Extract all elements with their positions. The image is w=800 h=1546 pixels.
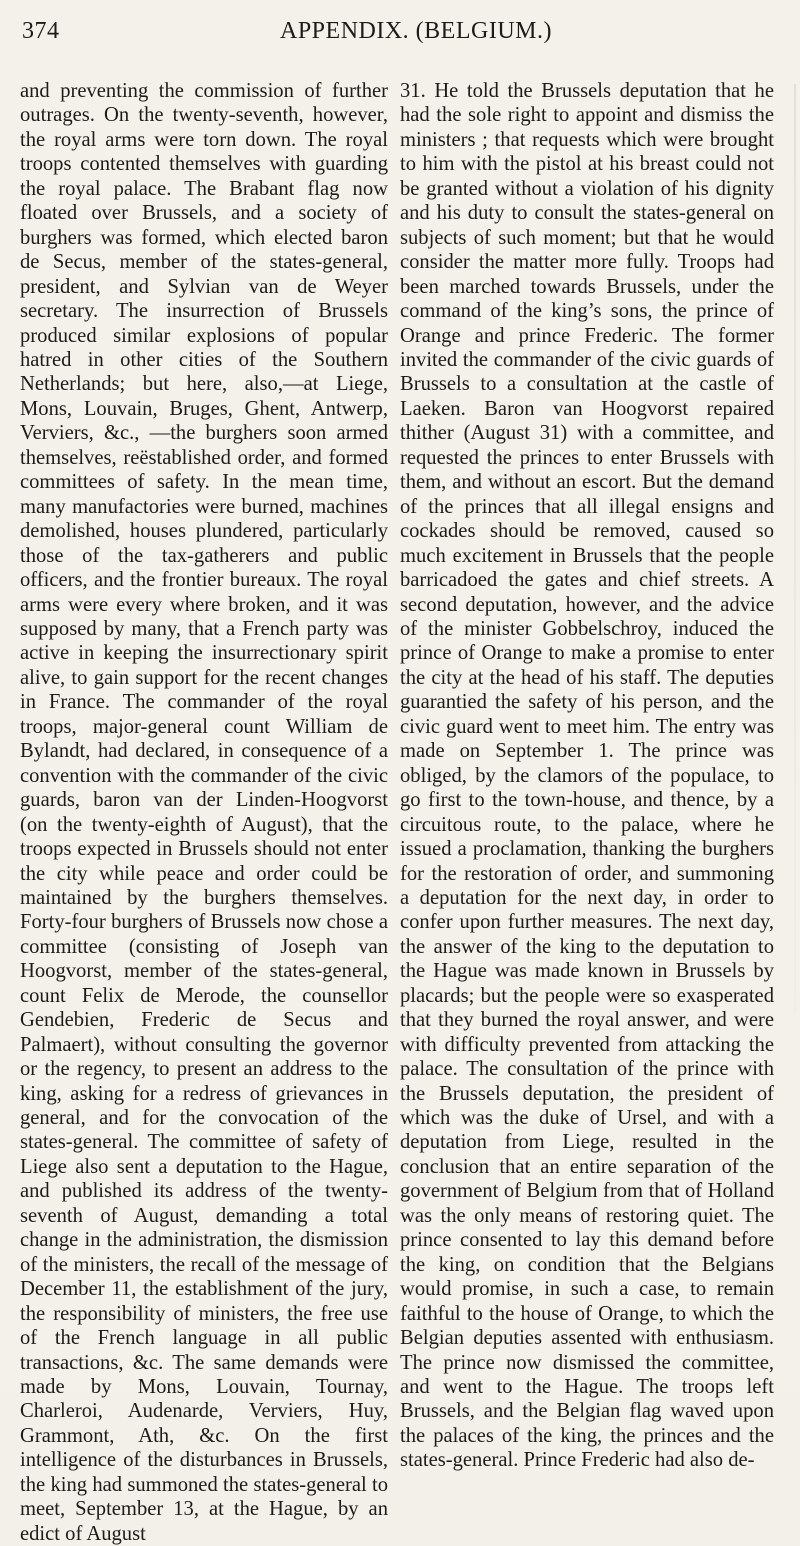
left-text-column (20, 79, 388, 1546)
page-header (22, 14, 780, 54)
running-head: APPENDIX. (BELGIUM.) (280, 18, 552, 44)
page-edge-shadow (794, 84, 796, 1014)
right-column-text: 31. He told the Brussels deputation that he had the sole right to appoint and dismiss the ministers ; that requests which were brought to him with the pistol at his breast could not be granted without a violation of his dignity and his duty to consult the states-general on subjects of such moment; but that he would consider the matter more fully. Troops had been marched towards Brussels, under the command of the king’s sons, the prince of Orange and prince Frederic. The former invited the commander of the civic guards of Brussels to a consultation at the castle of Laeken. Baron van Hoogvorst repaired thither (August 31) with a committee, and requested the princes to enter Brussels with them, and without an escort. But the demand of the princes that all illegal ensigns and cockades should be removed, caused so much excitement in Brussels that the people barricadoed the gates and chief streets. A second deputation, however, and the advice of the minister Gobbelschroy, induced the prince of Orange to make a promise to enter the city at the head of his staff. The deputies guarantied the safety of his person, and the civic guard went to meet him. The entry was made on September 1. The prince was obliged, by the clamors of the populace, to go first to the town-house, and thence, by a circuitous route, to the palace, where he issued a proclamation, thanking the burghers for the restoration of order, and summoning a deputation for the next day, in order to confer upon further measures. The next day, the answer of the king to the deputation to the Hague was made known in Brussels by placards; but the people were so exasperated that they burned the royal answer, and were with difficulty prevented from attacking the palace. The consultation of the prince with the Brussels deputation, the president of which was the duke of Ursel, and with a deputation from Liege, resulted in the conclusion that an entire separation of the government of Belgium from that of Holland was the only means of restoring quiet. The prince consented to lay this demand before the king, on condition that the Belgians would promise, in such a case, to remain faithful to the house of Orange, to which the Belgian deputies assented with enthusiasm. The prince now dismissed the committee, and went to the Hague. The troops left Brussels, and the Belgian flag waved upon the palaces of the king, the princes and the states-general. Prince Frederic had also de- (400, 80, 774, 1472)
left-column-text: and preventing the commission of further outrages. On the twenty-seventh, however, the royal arms were torn down. The royal troops contented themselves with guarding the royal palace. The Brabant flag now floated over Brussels, and a society of burghers was formed, which elected baron de Secus, member of the states-general, president, and Sylvian van de Weyer secretary. The insurrection of Brussels produced similar explosions of popular hatred in other cities of the Southern Netherlands; but here, also,—at Liege, Mons, Louvain, Bruges, Ghent, Antwerp, Verviers, &c., —the burghers soon armed themselves, reëstablished order, and formed committees of safety. In the mean time, many manufactories were burned, machines demolished, houses plundered, particularly those of the tax-gatherers and public officers, and the frontier bureaux. The royal arms were every where broken, and it was supposed by many, that a French party was active in keeping the insurrectionary spirit alive, to gain support for the recent changes in France. The commander of the royal troops, major-general count William de Bylandt, had declared, in consequence of a convention with the commander of the civic guards, baron van der Linden-Hoogvorst (on the twenty-eighth of August), that the troops expected in Brussels should not enter the city while peace and order could be maintained by the burghers themselves. Forty-four burghers of Brussels now chose a committee (consisting of Joseph van Hoogvorst, member of the states-general, count Felix de Merode, the counsellor Gendebien, Frederic de Secus and Palmaert), without consulting the governor or the regency, to present an address to the king, asking for a redress of grievances in general, and for the convocation of the states-general. The committee of safety of Liege also sent a deputation to the Hague, and published its address of the twenty-seventh of August, demanding a total change in the administration, the dismission of the ministers, the recall of the message of December 11, the establishment of the jury, the responsibility of ministers, the free use of the French language in all public transactions, &c. The same demands were made by Mons, Louvain, Tournay, Charleroi, Audenarde, Verviers, Huy, Grammont, Ath, &c. On the first intelligence of the disturbances in Brussels, the king had summoned the states-general to meet, September 13, at the Hague, by an edict of August (20, 80, 388, 1545)
page-number: 374 (22, 18, 60, 44)
right-text-column (400, 79, 774, 1473)
